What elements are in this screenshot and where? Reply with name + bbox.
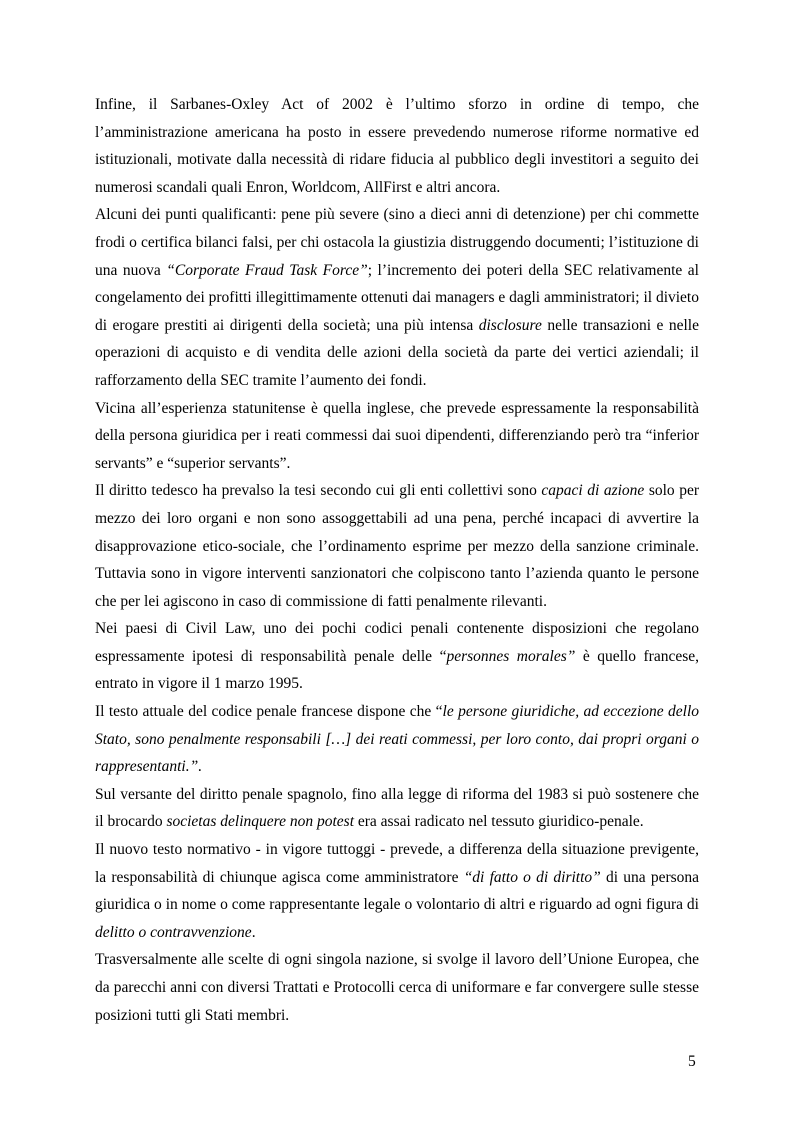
- paragraph-p3: [95, 395, 699, 478]
- paragraph-p8: [95, 836, 699, 946]
- italic-text-run: delitto o contravvenzione: [95, 923, 252, 941]
- text-run: Il testo attuale del codice penale francese dispone che “: [95, 703, 443, 721]
- text-run: Vicina all’esperienza statunitense è quella inglese, che prevede espressamente la responsabilità della persona giuridica per i reati commessi dai suoi dipendenti, differenziando però tra “inferior servants” e “superior servants”.: [95, 399, 699, 472]
- page-number: 5: [688, 1053, 696, 1070]
- text-run: è quello francese, entrato in vigore il 1 marzo 1995.: [95, 647, 699, 693]
- italic-text-run: societas delinquere non potest: [166, 813, 354, 831]
- text-run: solo per mezzo dei loro organi e non sono assoggettabili ad una pena, perché incapaci di avvertire la disapprovazione etico-sociale, che l’ordinamento esprime per mezzo della sanzione criminale. Tuttavia sono in vigore interventi sanzionatori che colpiscono tanto l’azienda quanto le persone che per lei agiscono in caso di commissione di fatti penalmente rilevanti.: [95, 482, 699, 610]
- paragraph-p7: [95, 781, 699, 836]
- paragraph-p9: [95, 946, 699, 1029]
- paragraph-p1: [95, 91, 699, 201]
- text-run: Infine, il Sarbanes-Oxley Act of 2002 è l’ultimo sforzo in ordine di tempo, che l’amministrazione americana ha posto in essere prevedendo numerose riforme normative ed istituzionali, motivate dalla necessità di ridare fiducia al pubblico degli investitori a seguito dei numerosi scandali quali Enron, Worldcom, AllFirst e altri ancora.: [95, 96, 699, 196]
- italic-text-run: le persone giuridiche, ad eccezione dello Stato, sono penalmente responsabili […] dei reati commessi, per loro conto, dai propri organi o rappresentanti.”.: [95, 703, 700, 776]
- paragraph-p6: [95, 698, 699, 781]
- text-run: Sul versante del diritto penale spagnolo, fino alla legge di riforma del 1983 si può sostenere che il brocardo: [95, 785, 699, 831]
- italic-text-run: “Corporate Fraud Task Force”: [166, 261, 368, 279]
- text-run: .: [251, 923, 256, 941]
- text-run: di una persona giuridica o in nome o come rappresentante legale o volontario di altri e riguardo ad ogni figura di: [95, 868, 700, 914]
- italic-text-run: disclosure: [478, 316, 542, 334]
- italic-text-run: capaci di azione: [541, 482, 645, 500]
- italic-text-run: personnes morales”: [446, 647, 576, 665]
- text-run: era assai radicato nel tessuto giuridico-penale.: [354, 813, 644, 831]
- paragraph-p2: [95, 201, 699, 394]
- text-run: ; l’incremento dei poteri della SEC relativamente al congelamento dei profitti illegittimamente ottenuti dai managers e dagli amministratori; il divieto di erogare prestiti ai dirigenti della società; una più intensa: [95, 261, 699, 334]
- text-run: Nei paesi di Civil Law, uno dei pochi codici penali contenente disposizioni che regolano espressamente ipotesi di responsabilità penale delle “: [95, 620, 699, 665]
- text-run: Il nuovo testo normativo - in vigore tuttoggi - prevede, a differenza della situazione previgente, la responsabilità di chiunque agisca come amministratore: [95, 841, 699, 886]
- paragraph-p4: [95, 477, 699, 615]
- text-run: nelle transazioni e nelle operazioni di acquisto e di vendita delle azioni della società da parte dei vertici aziendali; il rafforzamento della SEC tramite l’aumento dei fondi.: [95, 316, 699, 389]
- italic-text-run: “di fatto o di diritto”: [463, 868, 601, 886]
- text-run: Trasversalmente alle scelte di ogni singola nazione, si svolge il lavoro dell’Unione Europea, che da parecchi anni con diversi Trattati e Protocolli cerca di uniformare e far convergere sulle stesse posizioni tutti gli Stati membri.: [95, 951, 699, 1024]
- text-run: Il diritto tedesco ha prevalso la tesi secondo cui gli enti collettivi sono: [95, 482, 542, 500]
- text-run: Alcuni dei punti qualificanti: pene più severe (sino a dieci anni di detenzione) per chi commette frodi o certifica bilanci falsi, per chi ostacola la giustizia distruggendo documenti; l’istituzione di una nuova: [95, 206, 699, 279]
- paragraph-p5: [95, 615, 699, 698]
- document-body: [95, 91, 699, 1029]
